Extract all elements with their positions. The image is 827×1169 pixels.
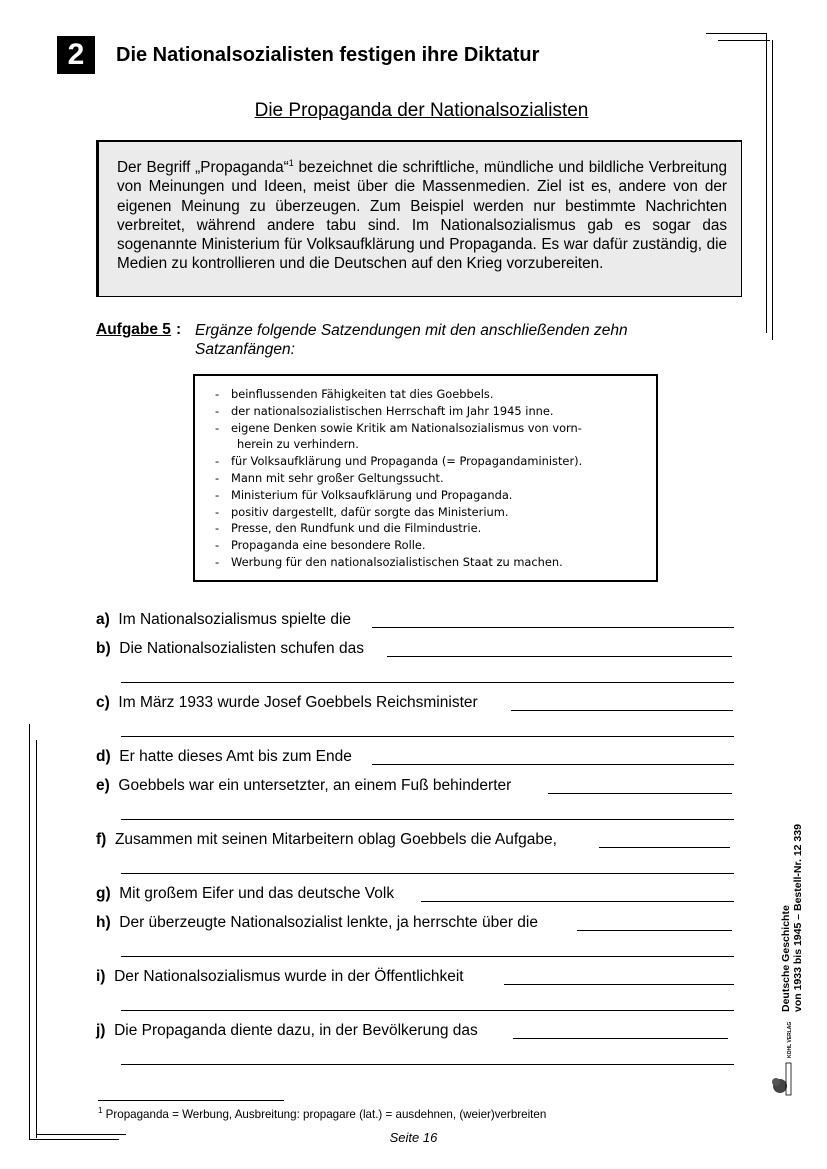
question-letter: e)	[96, 777, 110, 794]
sentence-endings-box	[193, 374, 658, 582]
answer-line-d1[interactable]	[372, 764, 734, 765]
ending-item	[215, 403, 646, 420]
question-a	[96, 611, 351, 633]
chapter-number-badge: 2	[57, 36, 95, 74]
frame-top-right-v1	[766, 33, 767, 333]
question-text: Der Nationalsozialismus wurde in der Öffentlichkeit	[114, 968, 464, 985]
dash-mark: -	[215, 420, 220, 435]
task-instruction: Ergänze folgende Satzendungen mit den anschließenden zehn Satzanfängen:	[195, 322, 628, 358]
intro-text-rest: bezeichnet die schriftliche, mündliche und bildliche Verbreitung von Meinungen und Ideen, meist über die Massenmedien. Ziel ist es, andere von der eigenen Meinung zu überzeugen. Zum Beispiel werden nur bestimmte Nachrichten verbreitet, während andere tabu sind. Im Nationalsozialismus gab es sogar das sogenannte Ministerium für Volksaufklärung und Propaganda. Es war dafür zuständig, die Medien zu kontrollieren und die Deutschen auf den Krieg vorzubereiten.	[117, 159, 727, 273]
ending-item-continuation	[215, 436, 646, 453]
question-text: Der überzeugte Nationalsozialist lenkte, ja herrschte über die	[119, 914, 538, 931]
dash-mark: -	[215, 470, 220, 485]
question-letter: g)	[96, 885, 111, 902]
question-text: Im Nationalsozialismus spielte die	[118, 611, 352, 628]
task-colon: :	[176, 321, 182, 338]
ending-text: der nationalsozialistischen Herrschaft im Jahr 1945 inne.	[231, 403, 554, 418]
tree-logo-icon	[770, 1062, 794, 1096]
ending-item	[215, 453, 646, 470]
question-letter: h)	[96, 914, 111, 931]
question-d	[96, 748, 352, 770]
question-letter: f)	[96, 831, 107, 848]
question-f	[96, 831, 557, 853]
question-text: Zusammen mit seinen Mitarbeitern oblag Goebbels die Aufgabe,	[114, 831, 557, 848]
answer-line-c1[interactable]	[511, 710, 733, 711]
chapter-title: Die Nationalsozialisten festigen ihre Diktatur	[116, 44, 540, 66]
question-text: Im März 1933 wurde Josef Goebbels Reichsminister	[118, 694, 478, 711]
ending-text: Presse, den Rundfunk und die Filmindustrie.	[231, 521, 482, 536]
dash-mark: -	[215, 403, 220, 418]
question-e	[96, 777, 511, 799]
ending-text: Ministerium für Volksaufklärung und Propaganda.	[231, 487, 513, 502]
ending-item	[215, 470, 646, 487]
dash-mark: -	[215, 387, 220, 401]
frame-bottom-left-v2	[36, 740, 37, 1138]
answer-line-e2[interactable]	[121, 819, 734, 820]
ending-text: beinflussenden Fähigkeiten tat dies Goebbels.	[231, 387, 494, 401]
answer-line-b2[interactable]	[121, 682, 734, 683]
question-text: Die Nationalsozialisten schufen das	[119, 640, 364, 657]
question-letter: j)	[96, 1022, 106, 1039]
question-i	[96, 968, 464, 990]
ending-text: eigene Denken sowie Kritik am Nationalsozialismus von vorn-	[231, 420, 582, 435]
answer-line-c2[interactable]	[121, 736, 734, 737]
frame-top-right-v2	[772, 40, 773, 340]
side-book-order: von 1933 bis 1945 – Bestell-Nr. 12 339	[792, 824, 804, 1012]
dash-mark: -	[215, 554, 220, 569]
ending-item	[215, 487, 646, 504]
ending-item	[215, 537, 646, 554]
dash-mark: -	[215, 454, 220, 469]
ending-item	[215, 504, 646, 521]
publisher-logo	[770, 1062, 790, 1092]
question-text: Goebbels war ein untersetzter, an einem Fuß behinderter	[118, 777, 512, 794]
ending-item	[215, 420, 646, 437]
question-letter: i)	[96, 968, 106, 985]
question-b	[96, 640, 364, 662]
answer-line-b1[interactable]	[387, 656, 732, 657]
answer-line-g1[interactable]	[421, 901, 734, 902]
question-h	[96, 914, 538, 936]
task-label: Aufgabe 5	[96, 321, 171, 338]
question-j	[96, 1022, 478, 1044]
intro-footnote-marker: 1	[288, 158, 294, 168]
publisher-name: KOHL VERLAG	[787, 1021, 793, 1058]
question-text: Mit großem Eifer und das deutsche Volk	[119, 885, 395, 902]
question-letter: d)	[96, 748, 111, 765]
ending-text: für Volksaufklärung und Propaganda (= Propagandaminister).	[231, 454, 583, 469]
answer-line-e1[interactable]	[548, 793, 732, 794]
ending-item	[215, 520, 646, 537]
question-g	[96, 885, 394, 907]
ending-text: Werbung für den nationalsozialistischen Staat zu machen.	[231, 554, 563, 569]
answer-line-f1[interactable]	[599, 847, 730, 848]
frame-top-right-h1	[706, 33, 766, 34]
footnote-text: Propaganda = Werbung, Ausbreitung: propagare (lat.) = ausdehnen, (weier)verbreiten	[102, 1107, 547, 1121]
question-text: Die Propaganda diente dazu, in der Bevölkerung das	[114, 1022, 478, 1039]
question-text: Er hatte dieses Amt bis zum Ende	[119, 748, 352, 765]
ending-text: Mann mit sehr großer Geltungssucht.	[231, 470, 444, 485]
answer-line-f2[interactable]	[121, 873, 734, 874]
dash-mark: -	[215, 487, 220, 502]
question-c	[96, 694, 478, 716]
ending-item	[215, 554, 646, 571]
side-book-info	[780, 824, 804, 1012]
intro-text-start: Der Begriff „Propaganda“	[117, 159, 289, 177]
footnote-marker: 1	[98, 1106, 103, 1115]
answer-line-j1[interactable]	[513, 1038, 728, 1039]
question-letter: b)	[96, 640, 111, 657]
frame-bottom-left-v1	[29, 724, 30, 1140]
ending-text: herein zu verhindern.	[237, 437, 359, 452]
answer-line-i1[interactable]	[504, 984, 734, 985]
dash-mark: -	[215, 521, 220, 536]
page-number: Seite 16	[389, 1130, 438, 1145]
answer-line-h2[interactable]	[121, 956, 734, 957]
answer-line-h1[interactable]	[577, 930, 732, 931]
page-subtitle: Die Propaganda der Nationalsozialisten	[254, 100, 589, 121]
dash-mark: -	[215, 504, 220, 519]
answer-line-j2[interactable]	[121, 1064, 734, 1065]
ending-text: positiv dargestellt, dafür sorgte das Ministerium.	[231, 504, 509, 519]
answer-line-a1[interactable]	[372, 627, 734, 628]
ending-text: Propaganda eine besondere Rolle.	[231, 538, 426, 553]
frame-top-right-h2	[718, 40, 770, 41]
side-book-title: Deutsche Geschichte	[780, 905, 792, 1012]
footnote-divider	[98, 1100, 284, 1101]
question-letter: c)	[96, 694, 110, 711]
footnote	[98, 1106, 546, 1121]
dash-mark: -	[215, 538, 220, 553]
answer-line-i2[interactable]	[121, 1010, 734, 1011]
intro-text-box	[96, 140, 742, 297]
ending-item	[215, 386, 646, 403]
question-letter: a)	[96, 611, 110, 628]
